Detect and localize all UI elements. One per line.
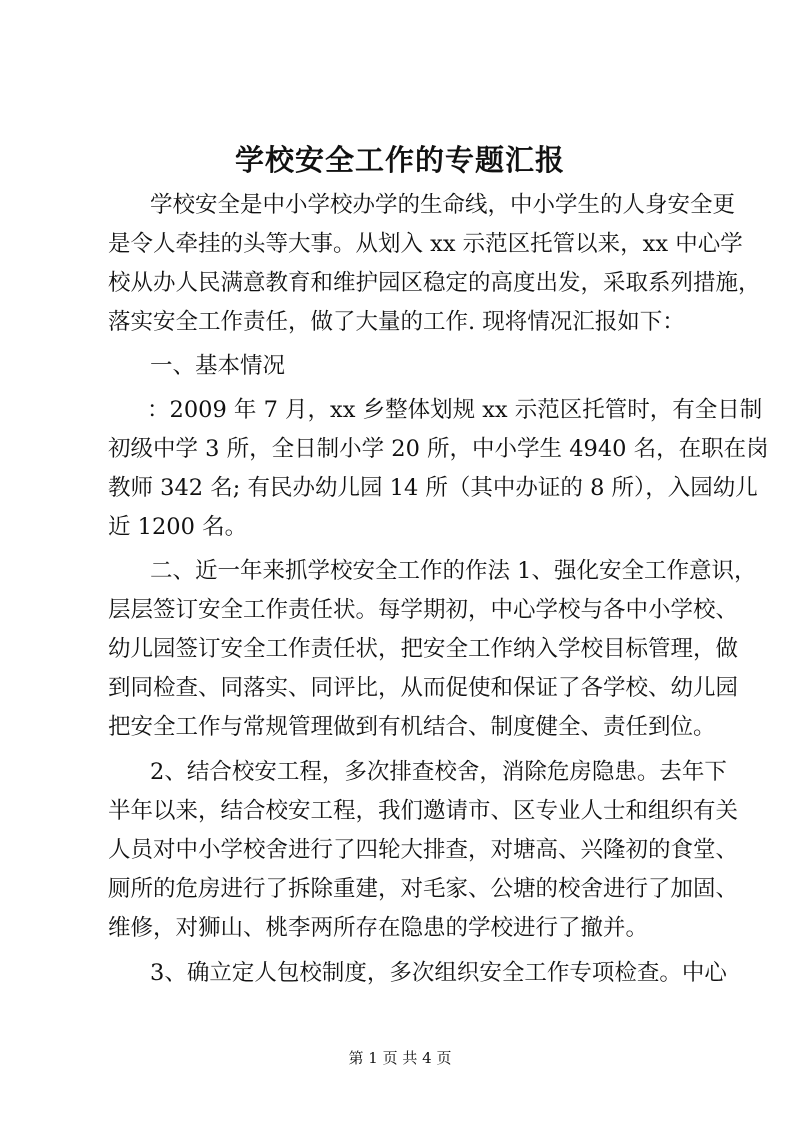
text-line: ：2009 年 7 月，xx 乡整体划规 xx 示范区托管时，有全日制: [147, 397, 763, 423]
text-line: 3、确立定人包校制度，多次组织安全工作专项检查。中心: [150, 960, 727, 986]
text-line: 幼儿园签订安全工作责任状，把安全工作纳入学校目标管理，做: [108, 636, 739, 662]
text-line: 到同检查、同落实、同评比，从而促使和保证了各学校、幼儿园: [108, 675, 739, 701]
text-line: 落实安全工作责任，做了大量的工作. 现将情况汇报如下：: [108, 309, 685, 335]
text-line: 把安全工作与常规管理做到有机结合、制度健全、责任到位。: [108, 714, 716, 740]
text-line: 半年以来，结合校安工程，我们邀请市、区专业人士和组织有关: [108, 798, 739, 824]
text-line: 二、近一年来抓学校安全工作的作法 1、强化安全工作意识，: [150, 558, 757, 584]
text-line: 2、结合校安工程，多次排查校舍，消除危房隐患。去年下: [150, 759, 727, 785]
text-line: 校从办人民满意教育和维护园区稳定的高度出发，采取系列措施，: [108, 270, 761, 296]
text-line: 学校安全是中小学校办学的生命线，中小学生的人身安全更: [150, 192, 736, 218]
text-line: 近 1200 名。: [108, 514, 248, 540]
page-number-footer: 第 1 页 共 4 页: [348, 1049, 452, 1067]
text-line: 维修，对狮山、桃李两所存在隐患的学校进行了撤并。: [108, 915, 649, 941]
text-line: 厕所的危房进行了拆除重建，对毛家、公塘的校舍进行了加固、: [108, 876, 739, 902]
document-title: 学校安全工作的专题汇报: [234, 143, 565, 177]
text-line: 层层签订安全工作责任状。每学期初，中心学校与各中小学校、: [108, 597, 739, 623]
section-heading: 一、基本情况: [150, 353, 286, 379]
text-line: 初级中学 3 所，全日制小学 20 所，中小学生 4940 名，在职在岗: [108, 436, 769, 462]
text-line: 是令人牵挂的头等大事。从划入 xx 示范区托管以来，xx 中心学: [108, 231, 743, 257]
text-line: 人员对中小学校舍进行了四轮大排查，对塘高、兴隆初的食堂、: [108, 837, 739, 863]
text-line: 教师 342 名; 有民办幼儿园 14 所（其中办证的 8 所），入园幼儿: [108, 475, 758, 501]
